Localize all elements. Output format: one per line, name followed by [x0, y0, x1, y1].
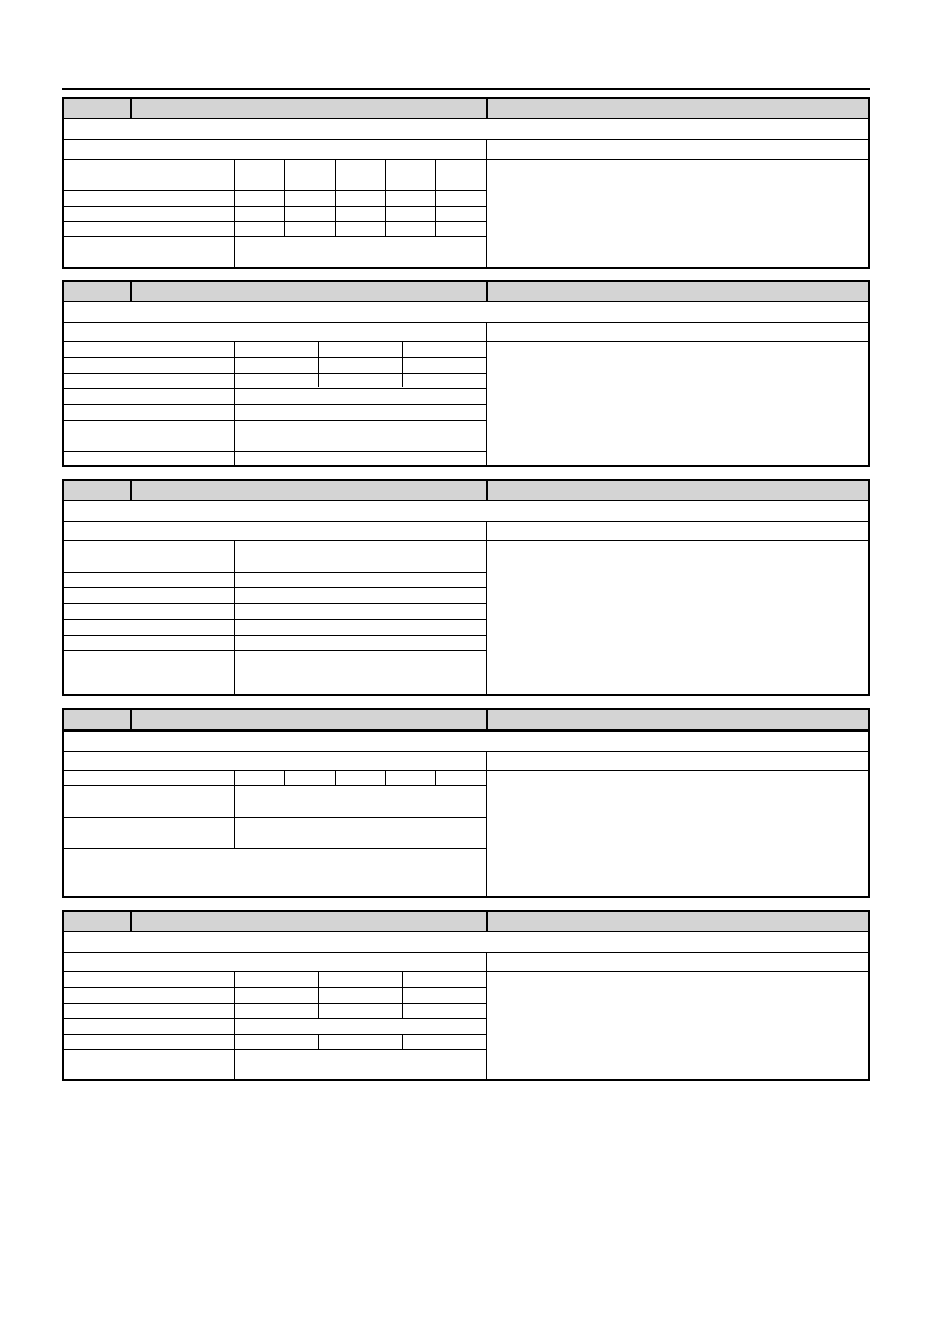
row-line	[64, 817, 486, 818]
row-line	[64, 388, 486, 389]
row-line	[64, 322, 870, 323]
column-line	[402, 341, 403, 387]
header-divider	[486, 912, 488, 932]
row-line	[64, 1003, 486, 1004]
header-divider	[486, 481, 488, 501]
row-line	[64, 635, 486, 636]
row-line	[64, 587, 486, 588]
column-line	[402, 971, 403, 1018]
column-line	[234, 540, 235, 696]
header-divider	[130, 282, 132, 302]
column-line	[335, 159, 336, 236]
row-line	[64, 357, 486, 358]
header-divider	[486, 282, 488, 302]
header-divider	[130, 710, 132, 730]
header-divider	[130, 481, 132, 501]
column-line	[486, 521, 487, 696]
row-line	[64, 987, 486, 988]
column-line	[284, 770, 285, 785]
row-line	[64, 785, 486, 786]
row-line	[64, 404, 486, 405]
column-line	[284, 159, 285, 236]
row-line	[64, 770, 870, 771]
column-line	[486, 751, 487, 898]
parameter-block-4	[62, 708, 870, 898]
row-line	[64, 159, 870, 160]
column-line	[402, 1034, 403, 1049]
row-line	[64, 236, 486, 237]
row-line	[64, 619, 486, 620]
column-line	[234, 770, 235, 848]
column-line	[318, 1034, 319, 1049]
row-line	[64, 190, 486, 191]
parameter-block-1	[62, 97, 870, 269]
row-line	[64, 521, 870, 522]
parameter-block-5	[62, 910, 870, 1081]
column-line	[385, 159, 386, 236]
row-line	[64, 848, 486, 849]
row-line	[64, 572, 486, 573]
header-divider	[130, 912, 132, 932]
row-line	[64, 1034, 486, 1035]
column-line	[385, 770, 386, 785]
row-line	[64, 373, 486, 374]
block-header	[64, 912, 868, 932]
block-header	[64, 282, 868, 302]
top-rule	[62, 88, 870, 90]
header-divider	[486, 710, 488, 730]
row-line	[64, 603, 486, 604]
column-line	[435, 770, 436, 785]
row-line	[64, 206, 486, 207]
block-header	[64, 99, 868, 119]
row-line	[64, 451, 486, 452]
row-line	[64, 650, 486, 651]
block-header	[64, 481, 868, 501]
parameter-block-2	[62, 280, 870, 467]
column-line	[335, 770, 336, 785]
column-line	[318, 971, 319, 1018]
row-line	[64, 952, 870, 953]
row-line	[64, 341, 870, 342]
column-line	[318, 341, 319, 387]
row-line	[64, 540, 870, 541]
row-line	[64, 751, 870, 752]
row-line	[64, 221, 486, 222]
column-line	[234, 159, 235, 269]
row-line	[64, 971, 870, 972]
block-header	[64, 710, 868, 730]
row-line	[64, 420, 486, 421]
column-line	[486, 952, 487, 1081]
row-line	[64, 1018, 486, 1019]
header-divider	[486, 99, 488, 119]
header-divider	[130, 99, 132, 119]
column-line	[486, 322, 487, 467]
row-line	[64, 139, 870, 140]
row-line	[64, 1049, 486, 1050]
row-line	[64, 730, 870, 732]
column-line	[486, 139, 487, 269]
column-line	[435, 159, 436, 236]
parameter-block-3	[62, 479, 870, 696]
